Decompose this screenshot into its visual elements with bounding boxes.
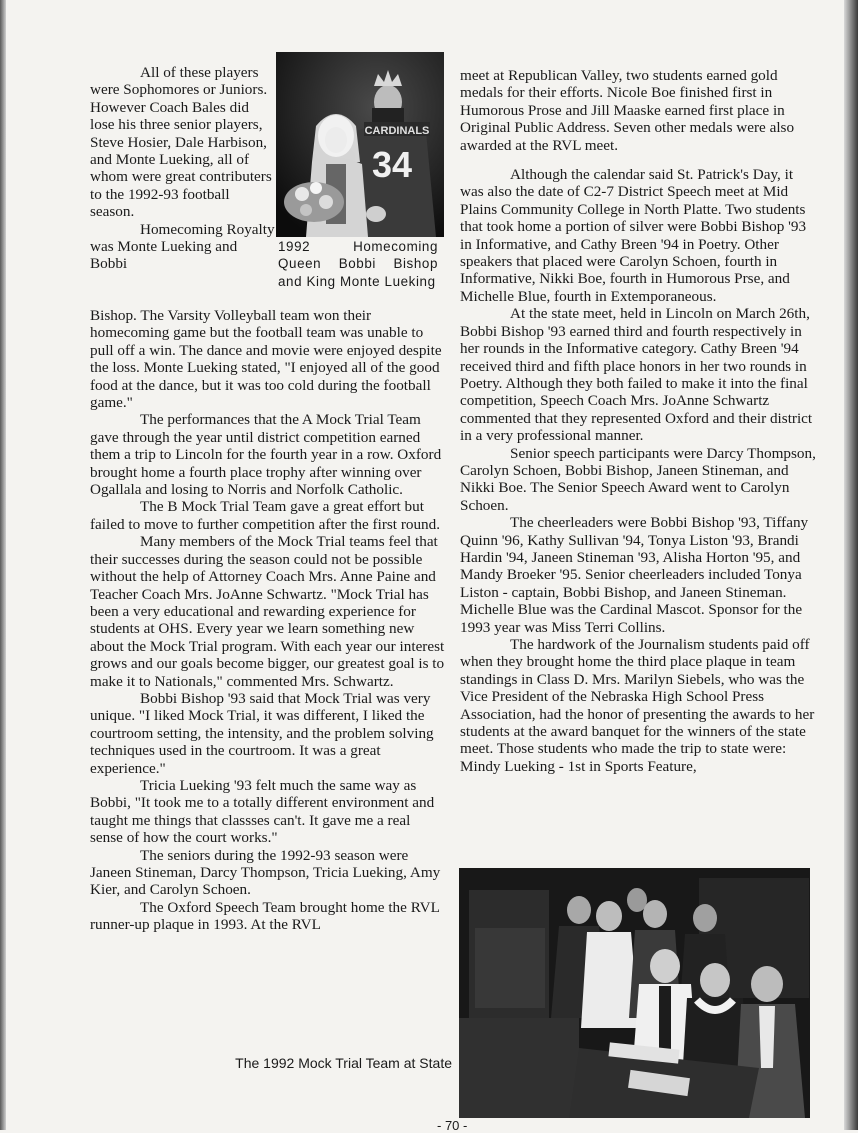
paragraph: Tricia Lueking '93 felt much the same way as Bobbi, "It took me to a totally different environment and taught me things that classses can't. It gave me a real sense of how the court works." xyxy=(90,776,435,847)
paragraph: The cheerleaders were Bobbi Bishop '93, Tiffany Quinn '96, Kathy Sullivan '94, Tonya Liston '93, Brandi Hardin '94, Janeen Stineman '93, Alisha Horton '95, and Mandy Broeker '95. Senior cheerleaders included Tonya Liston - captain, Bobbi Bishop, and Janeen Stineman. Michelle Blue was the Cardinal Mascot. Sponsor for the 1993 year was Miss Terri Collins. xyxy=(460,514,809,636)
paragraph: Bishop. The Varsity Volleyball team won their homecoming game but the football team was unable to pull off a win. The dance and movie were enjoyed despite the loss. Monte Lueking stated, "I enjoyed all of the good food at the dance, but it was too cold during the football game." xyxy=(90,307,442,412)
paragraph: Senior speech participants were Darcy Thompson, Carolyn Schoen, Bobbi Bishop, Janeen Stineman, and Nikki Boe. The Senior Speech Award went to Carolyn Schoen. xyxy=(460,444,816,514)
paragraph: Homecoming Royalty was Monte Lueking and Bobbi xyxy=(90,220,275,273)
homecoming-photo xyxy=(276,52,444,237)
paragraph: At the state meet, held in Lincoln on March 26th, Bobbi Bishop '93 earned third and fourth respectively in her rounds in the Informative category. Cathy Breen '94 received third and fifth place honors in her two rounds in Poetry. Although they both failed to make it into the final competition, Speech Coach Mrs. JoAnne Schwartz commented that they represented Oxford and their district in a very professional manner. xyxy=(460,305,813,445)
right-column xyxy=(460,67,816,775)
paragraph: The performances that the A Mock Trial Team gave through the year until district competition earned them a trip to Lincoln for the fourth year in a row. Oxford brought home a fourth place trophy after winning over Ogallala and losing to Norris and Norfolk Catholic. xyxy=(90,411,442,499)
left-column-top xyxy=(90,64,276,273)
page-number: - 70 - xyxy=(437,1118,468,1133)
jersey-number: 34 xyxy=(371,144,413,185)
homecoming-photo-image xyxy=(276,52,444,237)
left-column xyxy=(90,307,445,934)
page-edge-left xyxy=(0,0,6,1130)
paragraph: The seniors during the 1992-93 season were Janeen Stineman, Darcy Thompson, Tricia Lueking, Amy Kier, and Carolyn Schoen. xyxy=(90,846,441,899)
page-edge-right xyxy=(844,0,858,1130)
mock-trial-caption: The 1992 Mock Trial Team at State xyxy=(235,1055,452,1071)
paragraph: The B Mock Trial Team gave a great effort but failed to move to further competition after the first round. xyxy=(90,498,441,533)
paragraph: Bobbi Bishop '93 said that Mock Trial was very unique. "I liked Mock Trial, it was different, I liked the courtroom setting, the intensity, and the problem solving techniques used in the courtroom. It was a great experience." xyxy=(90,689,434,777)
homecoming-caption: 1992 Homecoming Queen Bobbi Bishop and King Monte Lueking xyxy=(278,239,438,289)
paragraph: Although the calendar said St. Patrick's Day, it was also the date of C2-7 District Speech meet at Mid Plains Community College in North Platte. Two students that took home a portion of silver were Bobbi Bishop '93 in Informative, and Cathy Breen '94 in Poetry. Other speakers that placed were Carolyn Schoen, fourth in Informative, Nikki Boe, fourth in Humorous Prse, and Michelle Blue, fourth in Extemporaneous. xyxy=(460,166,807,305)
mock-trial-photo-image xyxy=(459,868,810,1118)
jersey-text: CARDINALS xyxy=(364,125,430,137)
paragraph: Many members of the Mock Trial teams feel that their successes during the season could not be possible without the help of Attorney Coach Mrs. Anne Paine and Teacher Coach Mrs. JoAnne Schwartz. "Mock Trial has been a very educational and rewarding experience for students at OHS. Every year we learn something new about the Mock Trial program. With each year our interest grows and our goals become bigger, our greatest goal is to make it to Nationals," commented Mrs. Schwartz. xyxy=(90,533,445,690)
mock-trial-photo xyxy=(459,868,810,1118)
paragraph: The hardwork of the Journalism students paid off when they brought home the third place plaque in team standings in Class D. Mrs. Marilyn Siebels, who was the Vice President of the Nebraska High School Press Association, had the honor of presenting the awards to her students at the award banquet for the winners of the state meet. Those students who made the trip to state were: Mindy Lueking - 1st in Sports Feature, xyxy=(460,636,815,775)
paragraph: meet at Republican Valley, two students earned gold medals for their efforts. Nicole Boe finished first in Humorous Prose and Jill Maaske earned first place in Original Public Address. Seven other medals were also awarded at the RVL meet. xyxy=(460,67,795,154)
paragraph: All of these players were Sophomores or Juniors. However Coach Bales did lose his three senior players, Steve Hosier, Dale Harbison, and Monte Lueking, all of whom were great contributers to the 1992-93 football season. xyxy=(90,64,272,221)
paragraph: The Oxford Speech Team brought home the RVL runner-up plaque in 1993. At the RVL xyxy=(90,898,440,934)
